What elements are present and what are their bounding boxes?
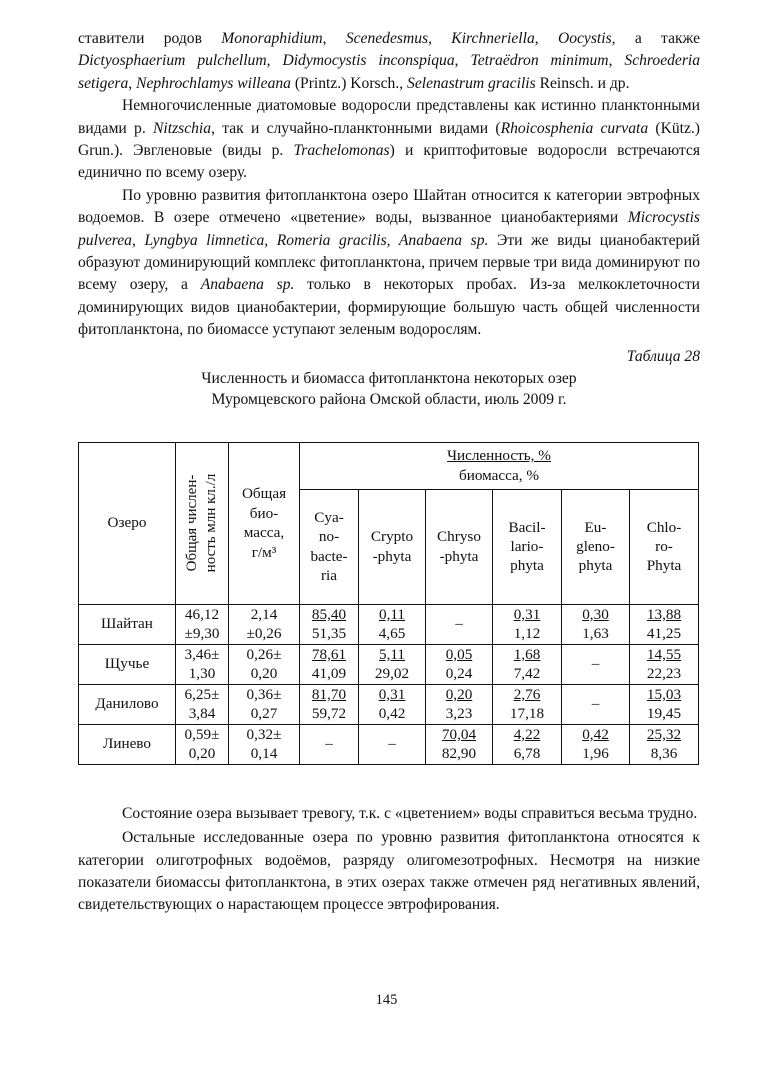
text-segment: Trachelomonas (293, 142, 390, 160)
text-segment: Microcystis pulverea, Lyngbya limnetica, Romeria gracilis, Anabaena sp. (78, 209, 700, 249)
taxon-value-cell (300, 644, 359, 684)
header-taxon (300, 489, 359, 604)
text-segment: Nephrochlamys willeana (136, 74, 291, 92)
taxon-value-cell (300, 604, 359, 644)
value-biomass: 29,02 (374, 665, 410, 683)
taxon-value-cell (493, 644, 562, 684)
value-number: 85,40 (311, 605, 347, 623)
value-biomass: 0,42 (378, 705, 406, 723)
value-number: 1,68 (513, 645, 541, 663)
text-segment: Reinsch. и др. (535, 74, 630, 92)
header-taxon-line: Phyta (646, 557, 682, 575)
table-row (79, 604, 699, 644)
header-taxon-line: Eu- (584, 518, 607, 536)
taxon-value-cell: – (426, 604, 493, 644)
table-row (79, 644, 699, 684)
value-biomass: 0,20 (250, 665, 278, 683)
taxon-value-cell: – (300, 724, 359, 764)
table-body (79, 604, 699, 764)
paragraph-1 (78, 28, 700, 95)
value-number: 46,12 (184, 605, 220, 623)
table-row (79, 684, 699, 724)
header-line: Общая (241, 485, 287, 503)
header-taxon-line: ria (320, 567, 338, 585)
header-group-biomass: биомасса, % (458, 466, 540, 484)
value-number: 0,42 (582, 725, 609, 743)
taxon-value-cell (493, 724, 562, 764)
value-number: 2,76 (513, 685, 541, 703)
header-taxon (359, 489, 426, 604)
value-biomass: 0,20 (188, 745, 216, 763)
header-taxon-line: lario- (510, 537, 544, 555)
value-biomass: ±9,30 (184, 625, 220, 643)
value-biomass: 0,14 (250, 745, 278, 763)
text-segment: Состояние озера вызывает тревогу, т.к. с «цветением» воды справиться весьма трудно. (122, 804, 698, 822)
paragraph-2 (78, 95, 700, 185)
paragraph-5 (78, 827, 700, 917)
taxon-value-cell (426, 644, 493, 684)
value-biomass: 1,30 (188, 665, 216, 683)
header-taxon-line: no- (318, 528, 340, 546)
text-segment: Scenedesmus (345, 30, 429, 47)
document-page (78, 28, 700, 917)
text-segment: , (428, 30, 452, 47)
text-segment: Selenastrum gracilis (407, 74, 536, 92)
taxon-value-cell (630, 644, 699, 684)
value-number: 0,20 (445, 685, 473, 703)
value-number: 0,11 (378, 605, 405, 623)
lake-name: Линево (79, 724, 176, 764)
text-segment: Остальные исследованные озера по уровню развития фитопланктона относятся к категории олиготрофных водоёмов, разряду олигомезотрофных. Несмотря на низкие показатели биомассы фитопланктона, в этих озерах также отмечен ряд негативных явлений, свидетельствующих о нарастающем процессе эвтрофирования. (78, 829, 700, 914)
taxon-value-cell (630, 604, 699, 644)
header-taxon-line: phyta (510, 557, 544, 575)
value-biomass: 4,65 (378, 625, 406, 643)
header-taxon (426, 489, 493, 604)
taxon-value-cell (493, 684, 562, 724)
taxon-value-cell (359, 644, 426, 684)
text-segment: Oocystis (557, 30, 612, 47)
lake-name: Щучье (79, 644, 176, 684)
header-taxon-line: -phyta (439, 547, 479, 565)
header-taxon-line: Bacil- (508, 518, 546, 536)
value-number: 0,36± (246, 685, 282, 703)
header-group (300, 442, 699, 489)
total-number-cell (176, 684, 229, 724)
taxon-value-cell (493, 604, 562, 644)
total-number-cell (176, 644, 229, 684)
value-biomass: ±0,26 (246, 625, 282, 643)
value-biomass: 8,36 (650, 745, 678, 763)
text-segment: Monoraphidium (221, 30, 323, 47)
text-segment: , (128, 74, 137, 92)
header-taxon (562, 489, 630, 604)
value-biomass: 41,09 (311, 665, 347, 683)
table-title-line-1: Численность и биомасса фитопланктона некоторых озер (201, 369, 577, 387)
header-taxon (493, 489, 562, 604)
header-line: масса, (243, 524, 285, 542)
value-number: 2,14 (250, 605, 278, 623)
header-taxon-line: gleno- (576, 537, 615, 555)
text-segment: Tetraёdron minimum (470, 52, 609, 70)
header-total-number-line-1: Общая числен- (184, 474, 200, 572)
table-number: Таблица 28 (626, 347, 700, 365)
header-taxon-line: Crypto (370, 528, 414, 546)
total-number-cell (176, 724, 229, 764)
text-segment: (Printz.) Korsch., (290, 74, 408, 92)
paragraph-4 (78, 803, 700, 825)
value-biomass: 59,72 (311, 705, 347, 723)
value-number: 6,25± (184, 685, 220, 703)
taxon-value-cell (426, 724, 493, 764)
header-taxon-line: phyta (578, 557, 613, 575)
header-taxon (630, 489, 699, 604)
value-biomass: 7,42 (513, 665, 541, 683)
text-segment: , (608, 52, 625, 70)
value-biomass: 22,23 (646, 665, 682, 683)
text-segment: Nitzschia (153, 119, 212, 137)
value-number: 5,11 (378, 645, 405, 663)
table-row (79, 724, 699, 764)
value-biomass: 82,90 (441, 745, 477, 763)
text-segment: (Kütz.) Grun.). Эвгленовые (виды р. (78, 119, 700, 160)
value-biomass: 1,63 (582, 625, 609, 643)
text-segment: Didymocystis inconspiqua (282, 52, 455, 70)
value-number: 0,32± (246, 725, 282, 743)
value-number: 13,88 (646, 605, 682, 623)
value-biomass: 17,18 (509, 705, 545, 723)
text-segment: , а также (611, 30, 701, 47)
phytoplankton-table (78, 442, 699, 765)
taxon-value-cell (426, 684, 493, 724)
text-segment: ставители родов (78, 30, 222, 47)
value-number: 25,32 (646, 725, 682, 743)
header-lake: Озеро (79, 442, 176, 604)
value-number: 15,03 (646, 685, 682, 703)
value-number: 14,55 (646, 645, 682, 663)
total-biomass-cell (229, 644, 300, 684)
text-segment: Dictyosphaerium pulchellum (78, 52, 267, 70)
page-number: 145 (375, 992, 398, 1008)
text-segment: По уровню развития фитопланктона озеро Шайтан относится к категории эвтрофных водоемов. В озере отмечено «цветение» воды, вызванное цианобактериями (78, 186, 700, 227)
text-segment: Kirchneriella (451, 30, 535, 47)
text-segment: Rhoicosphenia curvata (500, 119, 649, 137)
paragraph-3 (78, 185, 700, 342)
value-number: 0,05 (445, 645, 473, 663)
text-segment: Эти же виды цианобактерий образуют доминирующий комплекс фитопланктона, причем первые три вида доминируют по всему озеру, а (78, 231, 701, 294)
header-taxon-line: ro- (655, 537, 673, 555)
table-title-line-2: Муромцевского района Омской области, июль 2009 г. (211, 390, 567, 408)
value-biomass: 19,45 (646, 705, 682, 723)
value-biomass: 0,24 (445, 665, 473, 683)
value-biomass: 1,96 (582, 745, 609, 763)
taxon-value-cell (359, 684, 426, 724)
value-number: 70,04 (441, 725, 477, 743)
taxon-value-cell: – (359, 724, 426, 764)
value-number: 0,31 (378, 685, 406, 703)
taxon-value-cell: – (562, 684, 630, 724)
lake-name: Данилово (79, 684, 176, 724)
header-taxon-line: Chlo- (646, 518, 682, 536)
text-segment: Anabaena sp. (200, 276, 295, 294)
text-segment: , (322, 30, 346, 47)
value-biomass: 6,78 (513, 745, 541, 763)
text-segment: ) и криптофитовые водоросли встречаются единично по всему озеру. (78, 142, 700, 182)
taxon-value-cell (359, 604, 426, 644)
value-number: 3,46± (184, 645, 220, 663)
lake-name: Шайтан (79, 604, 176, 644)
header-taxon-line: bacte- (310, 547, 348, 565)
total-biomass-cell (229, 684, 300, 724)
value-number: 0,30 (582, 605, 609, 623)
header-taxon-line: -phyta (372, 547, 412, 565)
value-biomass: 1,12 (513, 625, 541, 643)
value-number: 4,22 (513, 725, 541, 743)
total-biomass-cell (229, 724, 300, 764)
header-taxon-line: Cya- (314, 508, 344, 526)
header-line: г/м³ (251, 543, 277, 561)
value-number: 0,31 (513, 605, 541, 623)
text-segment: , (534, 30, 558, 47)
value-biomass: 0,27 (250, 705, 278, 723)
text-segment: , так и случайно-планктонными видами ( (211, 119, 501, 137)
value-biomass: 3,84 (188, 705, 216, 723)
taxon-value-cell (562, 724, 630, 764)
text-segment: , (266, 52, 283, 70)
value-number: 0,26± (246, 645, 282, 663)
header-taxon-line: Chryso (437, 528, 481, 546)
text-segment: только в некоторых пробах. Из-за мелкоклеточности доминирующих видов цианобактерии, формирующие большую часть общей численности фитопланктона, по биомассе уступают зеленым водорослям. (78, 276, 700, 339)
value-number: 81,70 (311, 685, 347, 703)
text-segment: , (454, 52, 471, 70)
taxon-value-cell (630, 684, 699, 724)
header-total-number (176, 442, 229, 604)
taxon-value-cell (300, 684, 359, 724)
value-biomass: 51,35 (311, 625, 347, 643)
value-biomass: 41,25 (646, 625, 682, 643)
value-number: 78,61 (311, 645, 347, 663)
taxon-value-cell: – (562, 644, 630, 684)
header-total-biomass (229, 442, 300, 604)
value-number: 0,59± (184, 725, 220, 743)
value-biomass: 3,23 (445, 705, 473, 723)
text-segment: Schroederia setigera (78, 52, 701, 92)
taxon-value-cell (630, 724, 699, 764)
taxon-value-cell (562, 604, 630, 644)
total-biomass-cell (229, 604, 300, 644)
header-line: био- (249, 504, 279, 522)
header-total-number-line-2: ность млн кл./л (203, 473, 219, 573)
text-segment: Немногочисленные диатомовые водоросли представлены как истинно планктонными видами р. (78, 97, 700, 137)
header-group-number: Численность, % (447, 447, 551, 465)
total-number-cell (176, 604, 229, 644)
